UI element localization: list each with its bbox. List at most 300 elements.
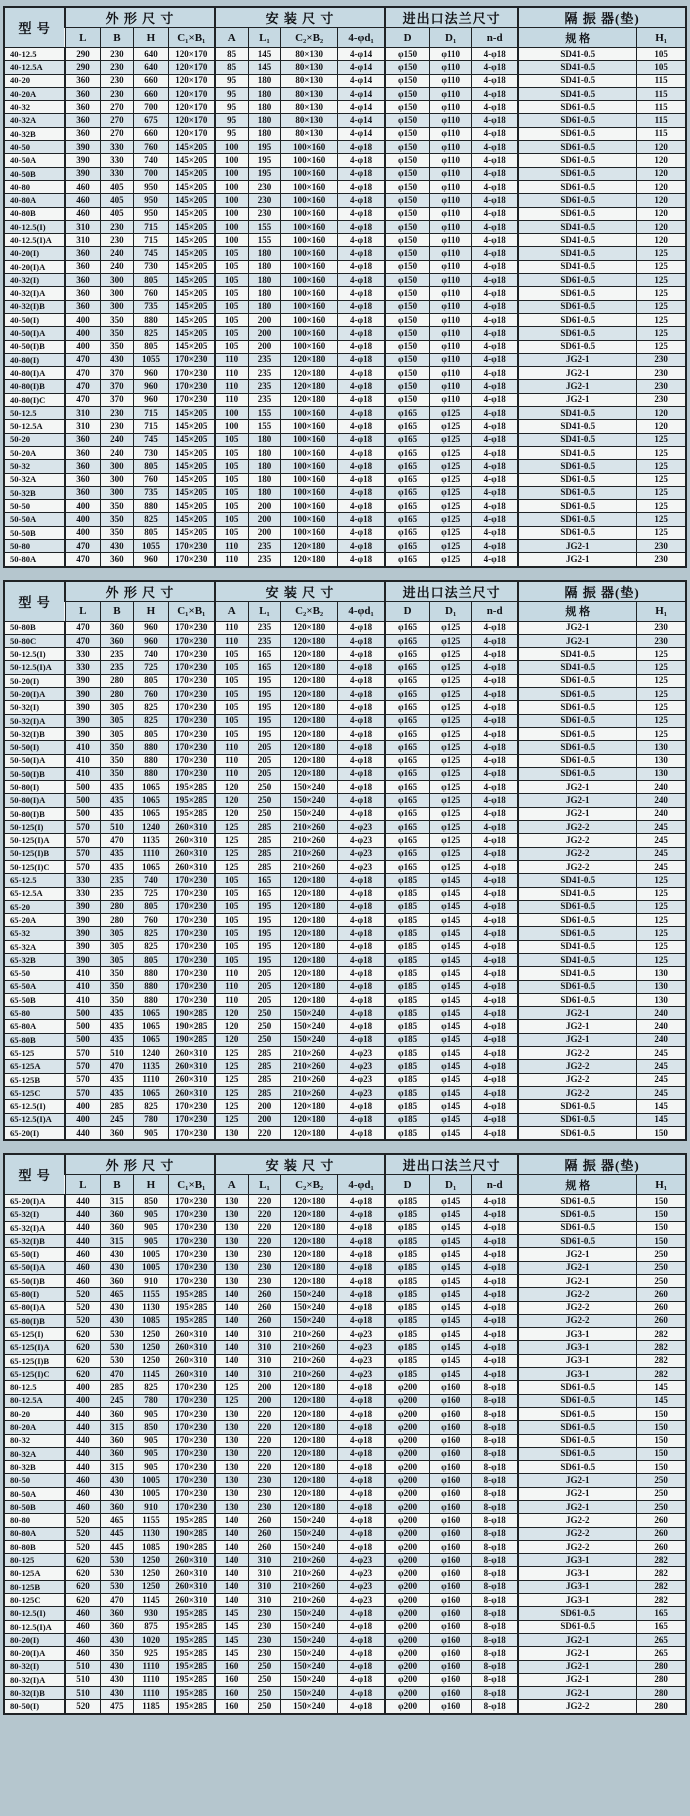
value-cell: φ185 [385,1235,429,1248]
value-cell: 150 [637,1447,686,1460]
value-cell: 145×205 [168,526,214,539]
value-cell: φ185 [385,900,429,913]
value-cell: 100 [215,180,248,193]
value-cell: 4-φ23 [337,1594,385,1607]
value-cell: 465 [100,1288,133,1301]
value-cell: 4-φ23 [337,1567,385,1580]
value-cell: φ165 [385,674,429,687]
value-cell: 145 [248,61,281,74]
value-cell: φ185 [385,967,429,980]
value-cell: 435 [100,1007,133,1020]
value-cell: 280 [637,1673,686,1686]
value-cell: 170×230 [168,900,214,913]
value-cell: 390 [65,914,100,927]
value-cell: SD61-0.5 [518,980,637,993]
table-row [4,927,686,940]
value-cell: 360 [100,553,133,567]
value-cell: 125 [637,300,686,313]
value-cell: 145×205 [168,274,214,287]
value-cell: φ150 [385,393,429,406]
value-cell: φ160 [430,1580,472,1593]
value-cell: 140 [215,1527,248,1540]
value-cell: 190×285 [168,1007,214,1020]
value-cell: φ160 [430,1660,472,1673]
value-cell: 260×310 [168,1368,214,1381]
value-cell: SD61-0.5 [518,473,637,486]
value-cell: 145×205 [168,433,214,446]
value-cell: SD41-0.5 [518,220,637,233]
table-row [4,1660,686,1673]
table-row [4,420,686,433]
value-cell: 170×230 [168,688,214,701]
value-cell: 130 [215,1447,248,1460]
value-cell: 4-φ18 [337,433,385,446]
value-cell: 4-φ18 [472,1208,518,1221]
value-cell: 120×180 [281,1474,338,1487]
value-cell: φ160 [430,1700,472,1714]
value-cell: 470 [100,834,133,847]
value-cell: 440 [65,1421,100,1434]
value-cell: 4-φ23 [337,1073,385,1086]
value-cell: JG2-1 [518,1633,637,1646]
value-cell: JG2-1 [518,621,637,634]
value-cell: φ150 [385,101,429,114]
value-cell: 260 [637,1288,686,1301]
value-cell: 120×170 [168,87,214,100]
model-cell: 65-20(I)A [4,1195,65,1208]
value-cell: φ185 [385,954,429,967]
value-cell: JG2-1 [518,807,637,820]
value-cell: 620 [65,1354,100,1367]
value-cell: 150 [637,1421,686,1434]
value-cell: 105 [215,260,248,273]
value-cell: 4-φ18 [337,1261,385,1274]
value-cell: 260 [637,1301,686,1314]
value-cell: 4-φ18 [337,1647,385,1660]
value-cell: 245 [637,1086,686,1099]
value-cell: 510 [65,1673,100,1686]
value-cell: 1250 [134,1567,169,1580]
value-cell: 4-φ18 [337,1421,385,1434]
value-cell: 825 [134,513,169,526]
value-cell: 100×160 [281,141,338,154]
table-row [4,1500,686,1513]
value-cell: 360 [100,1126,133,1140]
value-cell: 105 [637,61,686,74]
value-cell: 180 [248,287,281,300]
value-cell: 240 [637,1033,686,1046]
value-cell: φ165 [385,860,429,873]
value-cell: 435 [100,847,133,860]
value-cell: 4-φ18 [337,927,385,940]
value-cell: 270 [100,114,133,127]
value-cell: φ110 [430,380,472,393]
value-cell: φ200 [385,1594,429,1607]
value-cell: 700 [134,167,169,180]
value-cell: φ125 [430,781,472,794]
value-cell: φ145 [430,1221,472,1234]
model-cell: 65-12.5(I)A [4,1113,65,1126]
value-cell: φ145 [430,900,472,913]
value-cell: φ110 [430,234,472,247]
value-cell: 825 [134,1100,169,1113]
model-cell: 50-125(I) [4,821,65,834]
value-cell: 460 [65,180,100,193]
value-cell: 220 [248,1235,281,1248]
value-cell: φ160 [430,1554,472,1567]
value-cell: 8-φ18 [472,1461,518,1474]
value-cell: JG2-2 [518,1288,637,1301]
value-cell: φ145 [430,1274,472,1287]
value-cell: 570 [65,847,100,860]
value-cell: 360 [65,127,100,140]
value-cell: 1020 [134,1633,169,1646]
value-cell: 120×170 [168,74,214,87]
value-cell: 4-φ18 [472,940,518,953]
value-cell: φ185 [385,1020,429,1033]
value-cell: 430 [100,1314,133,1327]
value-cell: 4-φ18 [472,807,518,820]
value-cell: 4-φ18 [472,539,518,552]
column-subheader: 规 格 [518,601,637,621]
model-cell: 80-32(I)B [4,1687,65,1700]
value-cell: 100×160 [281,167,338,180]
value-cell: 460 [65,1248,100,1261]
value-cell: 620 [65,1554,100,1567]
value-cell: φ185 [385,1086,429,1099]
value-cell: φ125 [430,767,472,780]
value-cell: 120×180 [281,887,338,900]
value-cell: 210×260 [281,860,338,873]
value-cell: JG2-2 [518,821,637,834]
value-cell: 125 [637,327,686,340]
value-cell: φ160 [430,1540,472,1553]
value-cell: 230 [248,1620,281,1633]
value-cell: 105 [215,701,248,714]
value-cell: 440 [65,1407,100,1420]
model-cell: 50-80 [4,539,65,552]
value-cell: 85 [215,48,248,61]
value-cell: φ150 [385,220,429,233]
value-cell: 4-φ18 [337,1474,385,1487]
value-cell: 825 [134,940,169,953]
value-cell: 4-φ18 [472,1020,518,1033]
value-cell: 170×230 [168,1274,214,1287]
model-cell: 40-12.5(I) [4,220,65,233]
value-cell: 80×130 [281,127,338,140]
table-row [4,1594,686,1607]
value-cell: SD61-0.5 [518,1100,637,1113]
value-cell: 170×230 [168,1261,214,1274]
table-row [4,1033,686,1046]
value-cell: 230 [248,1274,281,1287]
model-cell: 50-12.5 [4,407,65,420]
value-cell: 960 [134,621,169,634]
value-cell: 250 [637,1248,686,1261]
value-cell: 230 [248,1500,281,1513]
value-cell: 145×205 [168,446,214,459]
value-cell: 120×180 [281,1421,338,1434]
value-cell: φ165 [385,420,429,433]
value-cell: 80×130 [281,101,338,114]
value-cell: 100×160 [281,486,338,499]
value-cell: 470 [65,353,100,366]
value-cell: 8-φ18 [472,1594,518,1607]
value-cell: SD61-0.5 [518,1620,637,1633]
model-cell: 80-50(I) [4,1700,65,1714]
model-cell: 40-32(I)A [4,287,65,300]
value-cell: 170×230 [168,1421,214,1434]
value-cell: φ160 [430,1487,472,1500]
column-subheader: C₂×B₂ [281,1175,338,1195]
value-cell: 1065 [134,860,169,873]
model-cell: 50-125(I)C [4,860,65,873]
value-cell: 170×230 [168,727,214,740]
value-cell: 80×130 [281,61,338,74]
table-row [4,114,686,127]
value-cell: φ185 [385,1073,429,1086]
value-cell: 4-φ18 [472,661,518,674]
model-cell: 65-125 [4,1047,65,1060]
value-cell: 430 [100,1261,133,1274]
value-cell: 115 [637,114,686,127]
value-cell: φ145 [430,1126,472,1140]
value-cell: 150×240 [281,1660,338,1673]
value-cell: φ110 [430,87,472,100]
value-cell: 145 [637,1113,686,1126]
value-cell: SD41-0.5 [518,87,637,100]
value-cell: φ200 [385,1474,429,1487]
value-cell: 4-φ23 [337,1086,385,1099]
value-cell: 1130 [134,1527,169,1540]
value-cell: 4-φ18 [337,794,385,807]
value-cell: 905 [134,1126,169,1140]
value-cell: 95 [215,127,248,140]
model-cell: 40-12.5(I)A [4,234,65,247]
model-cell: 40-20 [4,74,65,87]
value-cell: φ145 [430,1073,472,1086]
value-cell: 250 [248,1033,281,1046]
value-cell: 170×230 [168,621,214,634]
value-cell: φ145 [430,980,472,993]
value-cell: 430 [100,353,133,366]
value-cell: 950 [134,180,169,193]
value-cell: 1240 [134,1047,169,1060]
value-cell: 150 [637,1461,686,1474]
column-subheader: C₂×B₂ [281,28,338,48]
value-cell: 100 [215,220,248,233]
column-subheader: C₁×B₁ [168,601,214,621]
value-cell: 4-φ18 [337,526,385,539]
value-cell: φ125 [430,407,472,420]
column-subheader: D₁ [430,1175,472,1195]
value-cell: 80×130 [281,48,338,61]
value-cell: 210×260 [281,1328,338,1341]
value-cell: 4-φ23 [337,847,385,860]
value-cell: 145×205 [168,194,214,207]
value-cell: 1065 [134,1020,169,1033]
value-cell: JG2-1 [518,781,637,794]
value-cell: 1155 [134,1514,169,1527]
value-cell: 190×285 [168,1033,214,1046]
value-cell: 1085 [134,1314,169,1327]
value-cell: 100×160 [281,207,338,220]
value-cell: 145×205 [168,420,214,433]
value-cell: φ150 [385,207,429,220]
value-cell: 230 [637,553,686,567]
value-cell: 725 [134,887,169,900]
value-cell: 220 [248,1461,281,1474]
value-cell: 360 [65,486,100,499]
table-row [4,794,686,807]
value-cell: φ165 [385,754,429,767]
value-cell: 145×205 [168,500,214,513]
value-cell: φ185 [385,1100,429,1113]
value-cell: 520 [65,1540,100,1553]
value-cell: 4-φ18 [472,114,518,127]
column-group-header: 外 形 尺 寸 [65,7,214,28]
value-cell: φ200 [385,1633,429,1646]
table-row [4,807,686,820]
value-cell: 145×205 [168,473,214,486]
value-cell: 400 [65,327,100,340]
value-cell: 4-φ18 [472,500,518,513]
table-row [4,460,686,473]
value-cell: 570 [65,1047,100,1060]
value-cell: 155 [248,407,281,420]
value-cell: 260 [637,1540,686,1553]
value-cell: 170×230 [168,674,214,687]
value-cell: 130 [215,1487,248,1500]
value-cell: SD41-0.5 [518,74,637,87]
value-cell: 180 [248,433,281,446]
value-cell: 105 [215,874,248,887]
value-cell: 230 [100,234,133,247]
value-cell: φ125 [430,661,472,674]
model-cell: 80-12.5(I)A [4,1620,65,1633]
value-cell: 1250 [134,1580,169,1593]
value-cell: 110 [215,353,248,366]
value-cell: 285 [248,1086,281,1099]
value-cell: 4-φ23 [337,1368,385,1381]
column-subheader: L₁ [248,28,281,48]
column-subheader: H [134,601,169,621]
value-cell: 1110 [134,1687,169,1700]
value-cell: 165 [248,661,281,674]
value-cell: 4-φ18 [337,1381,385,1394]
model-cell: 50-20 [4,433,65,446]
value-cell: φ165 [385,794,429,807]
value-cell: φ185 [385,1301,429,1314]
value-cell: 405 [100,207,133,220]
value-cell: 105 [215,661,248,674]
value-cell: 4-φ18 [472,1261,518,1274]
value-cell: 235 [248,539,281,552]
value-cell: 105 [215,727,248,740]
value-cell: φ110 [430,353,472,366]
table-row [4,1221,686,1234]
model-cell: 65-50B [4,993,65,1006]
column-subheader: 规 格 [518,28,637,48]
value-cell: 410 [65,741,100,754]
value-cell: 100×160 [281,154,338,167]
value-cell: 180 [248,274,281,287]
table-row [4,1060,686,1073]
value-cell: φ185 [385,1314,429,1327]
value-cell: 660 [134,127,169,140]
value-cell: 260 [637,1314,686,1327]
value-cell: SD61-0.5 [518,207,637,220]
table-row [4,1527,686,1540]
value-cell: 4-φ18 [337,900,385,913]
value-cell: φ110 [430,260,472,273]
value-cell: 410 [65,993,100,1006]
value-cell: 4-φ18 [472,1341,518,1354]
value-cell: 205 [248,741,281,754]
value-cell: 125 [637,874,686,887]
value-cell: JG2-1 [518,1274,637,1287]
value-cell: 235 [100,648,133,661]
table-row [4,1208,686,1221]
value-cell: SD61-0.5 [518,993,637,1006]
value-cell: 4-φ18 [337,1540,385,1553]
value-cell: 430 [100,1633,133,1646]
value-cell: 150 [637,1195,686,1208]
model-cell: 65-80B [4,1033,65,1046]
value-cell: SD61-0.5 [518,127,637,140]
value-cell: 110 [215,539,248,552]
value-cell: 4-φ18 [337,340,385,353]
value-cell: 4-φ18 [337,1314,385,1327]
column-group-header: 进出口法兰尺寸 [385,7,518,28]
value-cell: 410 [65,980,100,993]
value-cell: 170×230 [168,1434,214,1447]
table-row [4,393,686,406]
value-cell: 125 [215,1394,248,1407]
model-cell: 40-32 [4,101,65,114]
value-cell: φ165 [385,741,429,754]
value-cell: 4-φ18 [472,634,518,647]
value-cell: SD61-0.5 [518,1447,637,1460]
value-cell: 282 [637,1554,686,1567]
value-cell: 205 [248,967,281,980]
value-cell: 120 [215,781,248,794]
value-cell: 4-φ18 [472,1073,518,1086]
value-cell: 130 [215,1500,248,1513]
value-cell: 715 [134,420,169,433]
value-cell: 350 [100,327,133,340]
value-cell: 1185 [134,1700,169,1714]
value-cell: 105 [215,446,248,459]
value-cell: 120 [637,180,686,193]
value-cell: 165 [637,1607,686,1620]
value-cell: 350 [100,500,133,513]
value-cell: 880 [134,754,169,767]
value-cell: 1005 [134,1487,169,1500]
value-cell: 4-φ18 [337,674,385,687]
table-row [4,327,686,340]
table-row [4,1487,686,1500]
value-cell: 470 [100,1594,133,1607]
model-cell: 80-20(I)A [4,1647,65,1660]
value-cell: 120 [637,194,686,207]
value-cell: SD61-0.5 [518,460,637,473]
value-cell: φ185 [385,1060,429,1073]
value-cell: JG2-2 [518,1514,637,1527]
model-cell: 80-32A [4,1447,65,1460]
value-cell: 4-φ23 [337,1328,385,1341]
value-cell: 390 [65,714,100,727]
